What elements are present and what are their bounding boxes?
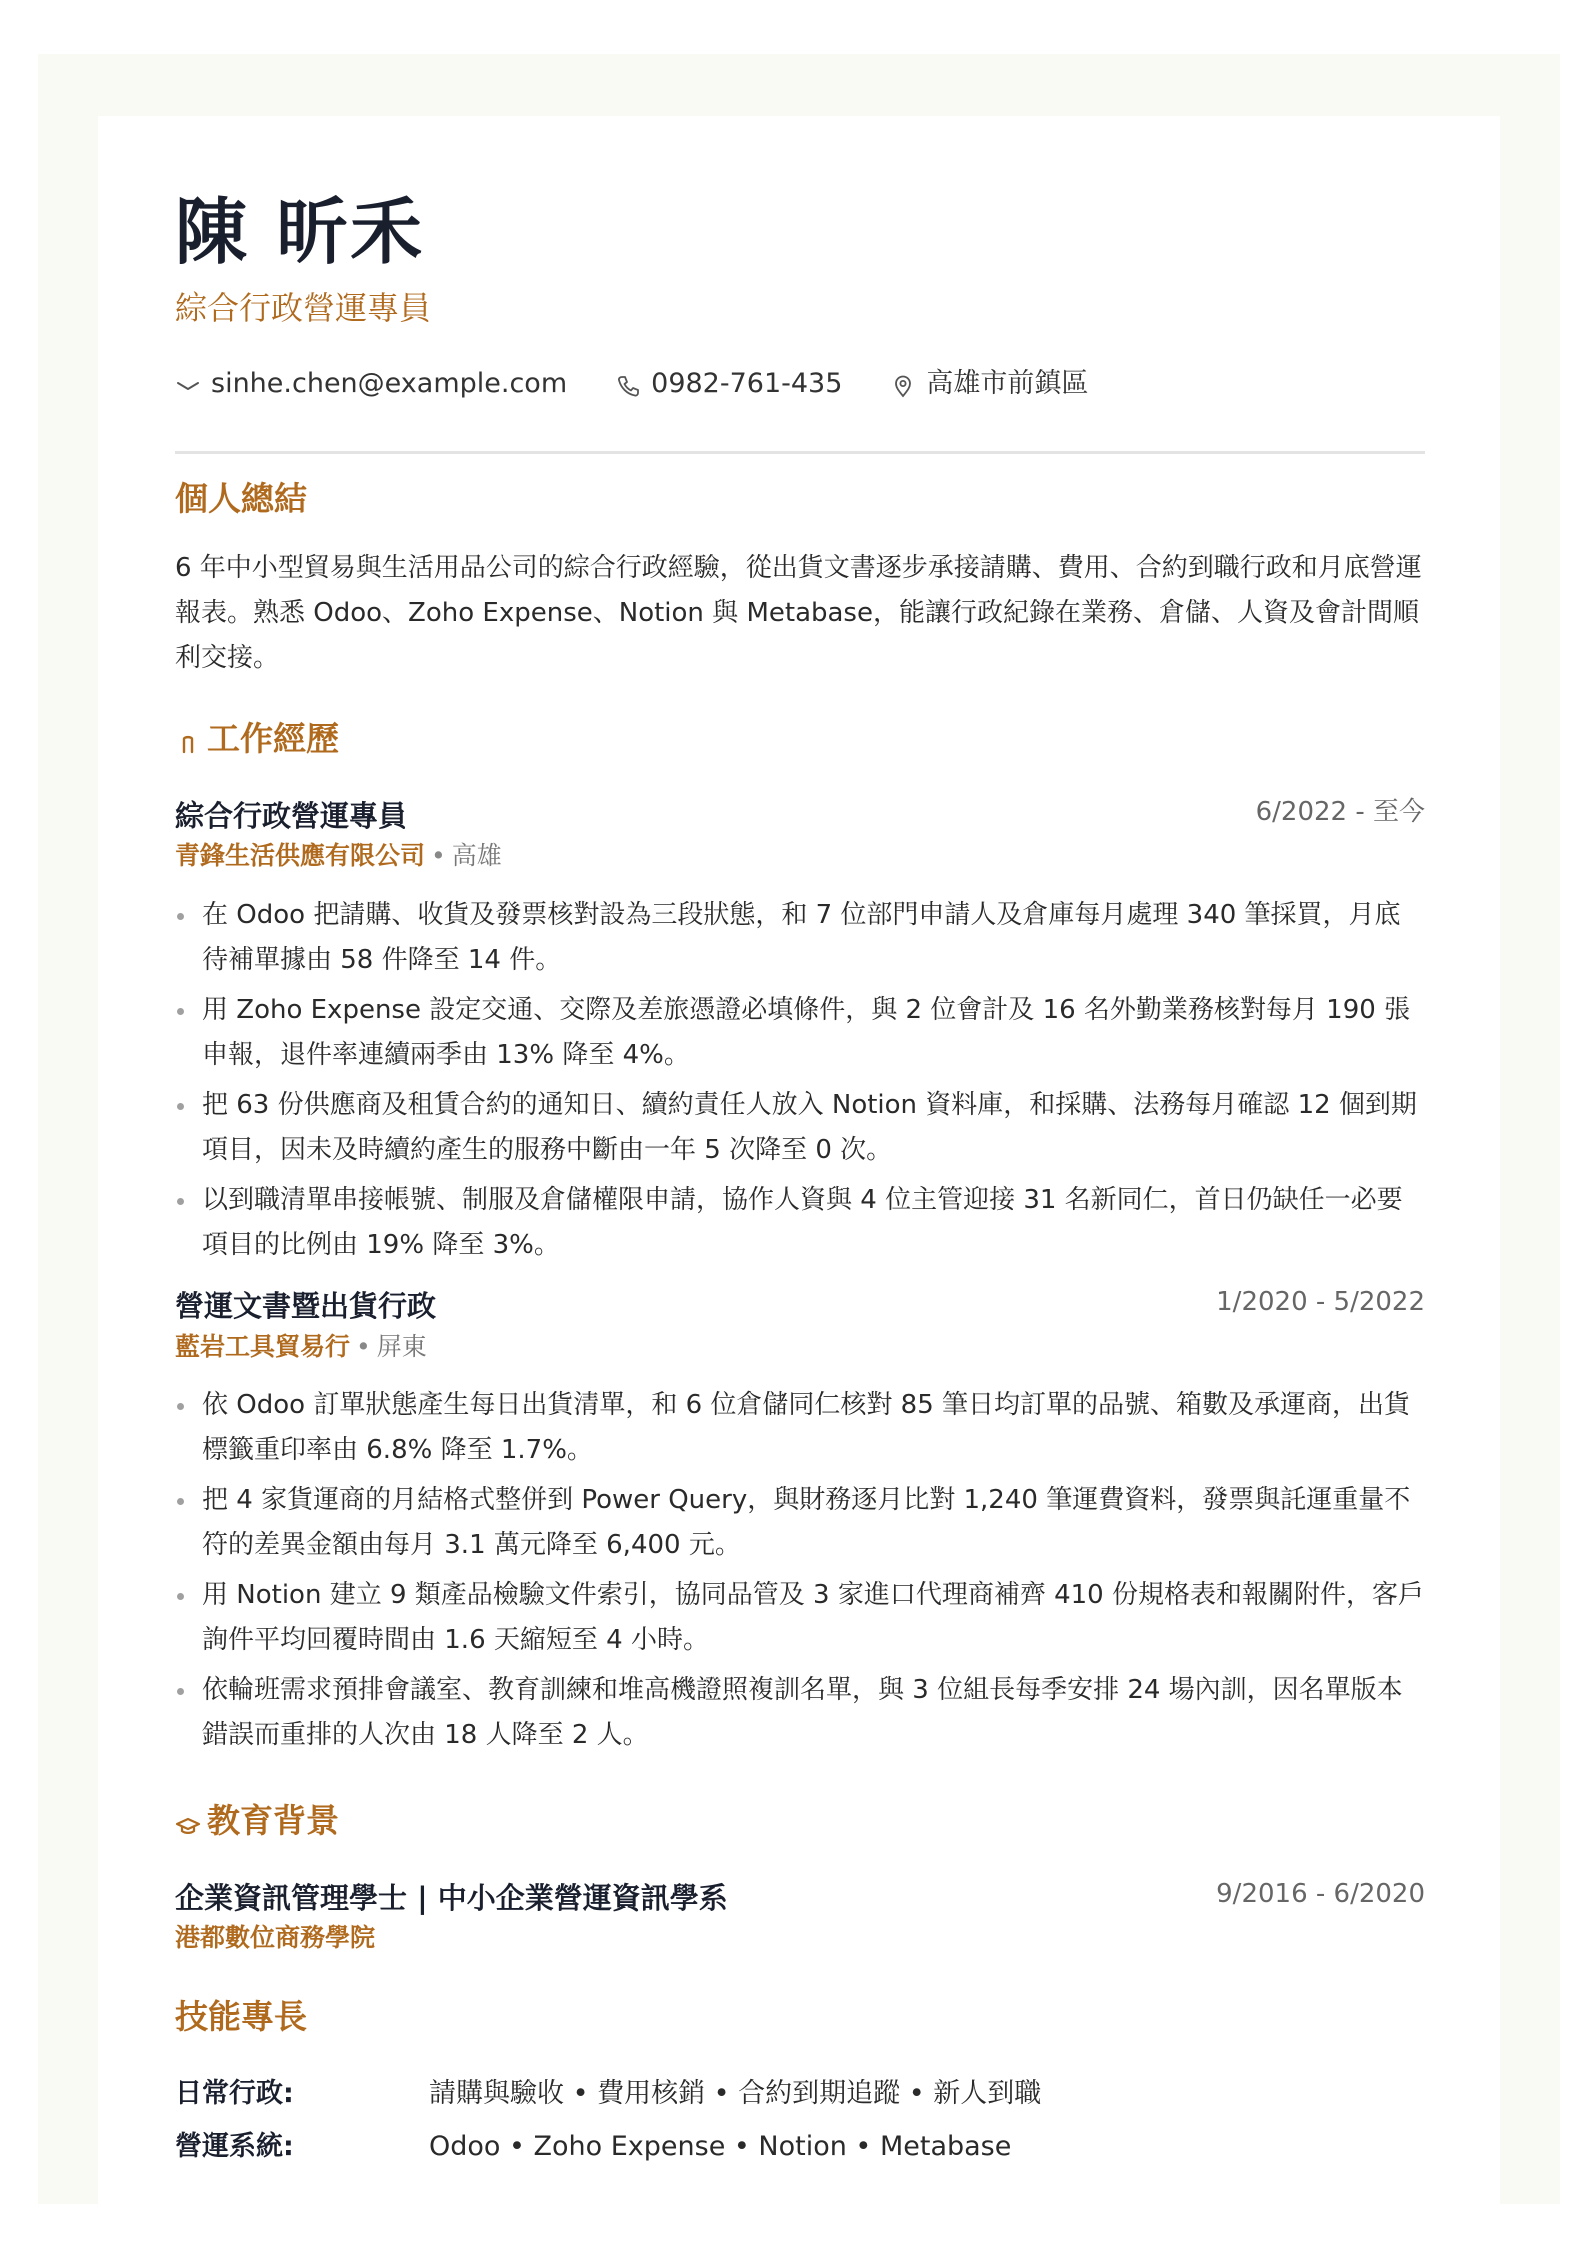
company-line [175,838,502,874]
job-title: 營運文書暨出貨行政 [175,1289,437,1323]
bullet-dot-icon [177,1593,184,1600]
list-item [175,1083,1425,1173]
education-date: 9/2016 - 6/2020 [1216,1879,1425,1909]
bullet-dot-icon [177,1688,184,1695]
email-text[interactable]: sinhe.chen@example.com [211,368,568,399]
location-pin-icon [890,371,916,397]
list-item [175,1573,1425,1663]
summary-heading: 個人總結 [175,479,307,518]
list-item [175,893,1425,983]
contact-bar [175,364,1136,404]
company-separator: • [356,1332,371,1361]
bullet-dot-icon [177,1008,184,1015]
skill-label: 日常行政: [175,2078,294,2109]
section-title-education [175,1799,339,1843]
section-title-experience [175,717,339,761]
section-title-skills [175,1995,307,2039]
company-separator: • [431,841,446,870]
bullet-dot-icon [177,913,184,920]
experience-heading: 工作經歷 [207,719,339,758]
bullet-dot-icon [177,1103,184,1110]
bullet-text: 把 63 份供應商及租賃合約的通知日、續約責任人放入 Notion 資料庫，和採購、法務每月確認 12 個到期項目，因未及時續約產生的服務中斷由一年 5 次降至 0 次。 [202,1090,1417,1165]
bullet-dot-icon [177,1198,184,1205]
skill-values: 請購與驗收 • 費用核銷 • 合約到期追蹤 • 新人到職 [429,2078,1042,2109]
bullet-text: 依輪班需求預排會議室、教育訓練和堆高機證照複訓名單，與 3 位組長每季安排 24 場內訓，因名單版本錯誤而重排的人次由 18 人降至 2 人。 [202,1675,1403,1750]
education-degree: 企業資訊管理學士 | 中小企業營運資訊學系 [175,1881,728,1915]
bullet-text: 用 Notion 建立 9 類產品檢驗文件索引，協同品管及 3 家進口代理商補齊 410 份規格表和報關附件，客戶詢件平均回覆時間由 1.6 天縮短至 4 小時。 [202,1580,1424,1655]
education-heading: 教育背景 [207,1801,339,1840]
list-item [175,1178,1425,1268]
bullet-dot-icon [177,1403,184,1410]
list-item [175,1383,1425,1473]
bullet-text: 把 4 家貨運商的月結格式整併到 Power Query，與財務逐月比對 1,240 筆運費資料，發票與託運重量不符的差異金額由每月 3.1 萬元降至 6,400 元。 [202,1485,1411,1560]
list-item [175,988,1425,1078]
company-location: 屏東 [376,1332,427,1361]
job-date: 1/2020 - 5/2022 [1216,1287,1425,1317]
company-name: 藍岩工具貿易行 [175,1332,351,1361]
phone-text[interactable]: 0982-761-435 [651,368,843,399]
section-title-summary [175,477,307,521]
skills-heading: 技能專長 [175,1997,307,2036]
skill-label: 營運系統: [175,2131,294,2162]
bullet-text: 依 Odoo 訂單狀態產生每日出貨清單，和 6 位倉儲同仁核對 85 筆日均訂單的品號、箱數及承運商，出貨標籤重印率由 6.8% 降至 1.7%。 [202,1390,1410,1465]
contact-location [890,364,1088,404]
contact-email[interactable] [175,364,567,404]
job-bullets [175,893,1425,1273]
graduation-cap-icon [175,1807,201,1835]
bullet-text: 用 Zoho Expense 設定交通、交際及差旅憑證必填條件，與 2 位會計及 16 名外勤業務核對每月 190 張申報，退件率連續兩季由 13% 降至 4%。 [202,995,1411,1070]
skill-values: Odoo • Zoho Expense • Notion • Metabase [429,2131,1012,2162]
candidate-name: 陳 昕禾 [175,190,425,274]
header-divider [175,451,1425,454]
candidate-role: 綜合行政營運專員 [175,289,432,327]
mail-icon [175,371,201,397]
location-text: 高雄市前鎮區 [926,368,1089,399]
job-date: 6/2022 - 至今 [1255,797,1425,827]
list-item [175,1668,1425,1758]
company-line [175,1329,427,1365]
bullet-text: 在 Odoo 把請購、收貨及發票核對設為三段狀態，和 7 位部門申請人及倉庫每月處理 340 筆採買，月底待補單據由 58 件降至 14 件。 [202,900,1401,975]
summary-text: 6 年中小型貿易與生活用品公司的綜合行政經驗，從出貨文書逐步承接請購、費用、合約到職行政和月底營運報表。熟悉 Odoo、Zoho Expense、Notion 與 Metabase，能讓行政紀錄在業務、倉儲、人資及會計間順利交接。 [175,553,1422,673]
job-title: 綜合行政營運專員 [175,799,408,833]
list-item [175,1478,1425,1568]
company-location: 高雄 [451,841,502,870]
briefcase-icon [175,725,201,753]
company-name: 青鋒生活供應有限公司 [175,841,426,870]
education-school: 港都數位商務學院 [175,1923,376,1952]
phone-icon [615,371,641,397]
bullet-text: 以到職清單串接帳號、制服及倉儲權限申請，協作人資與 4 位主管迎接 31 名新同仁，首日仍缺任一必要項目的比例由 19% 降至 3%。 [202,1185,1403,1260]
job-bullets [175,1383,1425,1763]
bullet-dot-icon [177,1498,184,1505]
contact-phone[interactable] [615,364,842,404]
